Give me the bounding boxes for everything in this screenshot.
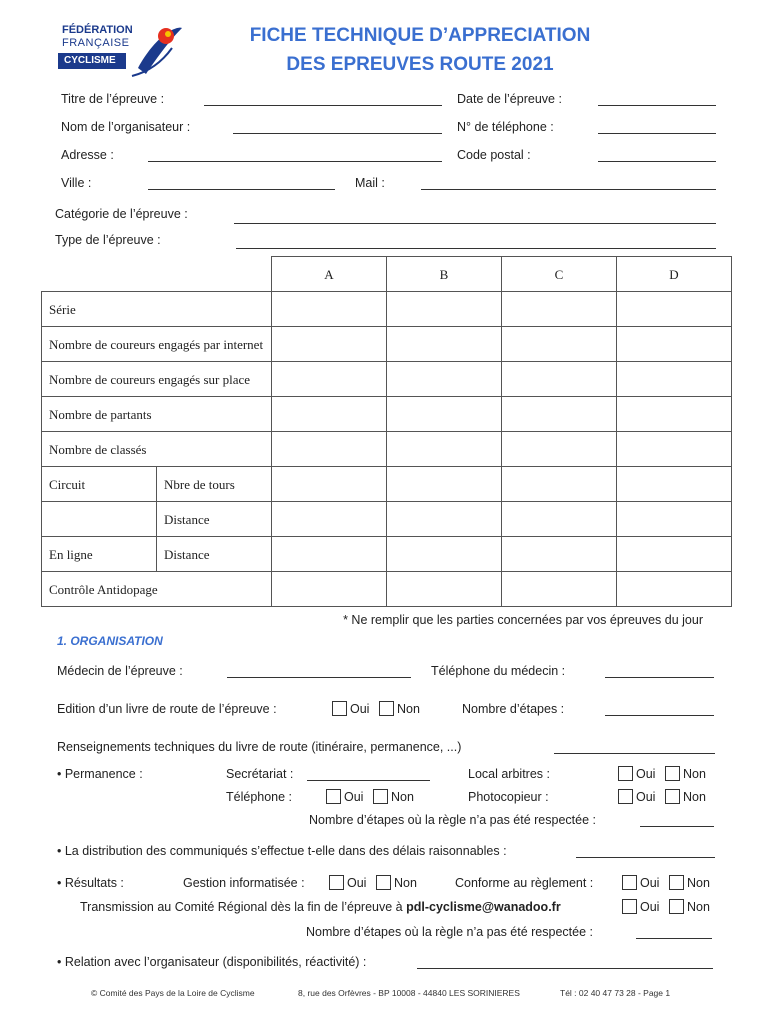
ffc-logo [58,22,184,78]
row-label-classes: Nombre de classés [42,432,272,467]
categorie-label: Catégorie de l’épreuve : [55,207,188,221]
checkbox[interactable] [332,701,347,716]
table-cell[interactable] [272,537,387,572]
checkbox[interactable] [376,875,391,890]
etapes-regle-label-1: Nombre d’étapes où la règle n’a pas été respectée : [309,813,596,827]
table-cell[interactable] [387,572,502,607]
table-cell[interactable] [502,292,617,327]
photocopieur-non-option[interactable]: Non [665,789,706,805]
table-cell[interactable] [387,397,502,432]
checkbox[interactable] [665,766,680,781]
renseignements-field[interactable] [554,753,715,754]
table-cell[interactable] [272,502,387,537]
cyclist-emblem-icon [128,22,184,78]
column-header-c: C [502,257,617,292]
distribution-field[interactable] [576,857,715,858]
secretariat-label: Secrétariat : [226,767,294,781]
table-cell[interactable] [617,292,732,327]
transmission-non-option[interactable]: Non [669,899,710,915]
titre-field[interactable] [204,105,442,106]
table-cell[interactable] [387,502,502,537]
code-postal-label: Code postal : [457,148,531,162]
date-label: Date de l’épreuve : [457,92,562,106]
table-cell[interactable] [502,432,617,467]
contact-email: pdl-cyclisme@wanadoo.fr [406,900,561,914]
race-stats-table [41,256,732,607]
row-label-nbre-tours: Nbre de tours [157,467,272,502]
column-header-b: B [387,257,502,292]
organisateur-label: Nom de l’organisateur : [61,120,191,134]
livre-route-oui-option[interactable]: Oui [332,701,369,717]
medecin-label: Médecin de l’épreuve : [57,664,183,678]
row-label-antidopage: Contrôle Antidopage [42,572,272,607]
table-cell[interactable] [502,327,617,362]
telephone-field[interactable] [598,133,716,134]
photocopieur-label: Photocopieur : [468,790,549,804]
local-arbitres-oui-option[interactable]: Oui [618,766,655,782]
conforme-non-option[interactable]: Non [669,875,710,891]
secretariat-field[interactable] [307,780,430,781]
footer-phone-page: Tél : 02 40 47 73 28 - Page 1 [560,988,671,998]
form-title-line2: DES EPREUVES ROUTE 2021 [286,54,554,75]
table-cell[interactable] [387,537,502,572]
logo-text-line3: CYCLISME [58,53,126,69]
relation-label: • Relation avec l’organisateur (disponibilités, réactivité) : [57,955,367,969]
relation-field[interactable] [417,968,713,969]
table-cell[interactable] [502,502,617,537]
checkbox[interactable] [669,899,684,914]
table-cell[interactable] [272,397,387,432]
conforme-oui-option[interactable]: Oui [622,875,659,891]
telephone-non-option[interactable]: Non [373,789,414,805]
photocopieur-oui-option[interactable]: Oui [618,789,655,805]
logo-text-line1: FÉDÉRATION [62,24,133,36]
checkbox[interactable] [618,766,633,781]
checkbox[interactable] [329,875,344,890]
telephone-label: N° de téléphone : [457,120,554,134]
table-note: * Ne remplir que les parties concernées par vos épreuves du jour [343,613,703,627]
form-title-line1: FICHE TECHNIQUE D’APPRECIATION [249,25,591,46]
table-cell[interactable] [617,467,732,502]
etapes-regle-label-2: Nombre d’étapes où la règle n’a pas été respectée : [306,925,593,939]
table-cell[interactable] [502,537,617,572]
table-cell[interactable] [387,467,502,502]
organisateur-field[interactable] [233,133,442,134]
etapes-regle-field-2[interactable] [636,938,712,939]
row-label-engages-place: Nombre de coureurs engagés sur place [42,362,272,397]
transmission-oui-option[interactable]: Oui [622,899,659,915]
column-header-d: D [617,257,732,292]
table-row [42,362,732,397]
table-cell[interactable] [272,327,387,362]
livre-route-non-option[interactable]: Non [379,701,420,717]
table-cell[interactable] [387,432,502,467]
row-label-circuit: Circuit [42,467,157,502]
conforme-label: Conforme au règlement : [455,876,594,890]
row-label-partants: Nombre de partants [42,397,272,432]
checkbox[interactable] [669,875,684,890]
row-label-en-ligne: En ligne [42,537,157,572]
type-label: Type de l’épreuve : [55,233,161,247]
categorie-field[interactable] [234,223,716,224]
table-cell[interactable] [617,327,732,362]
table-cell[interactable] [617,502,732,537]
nombre-etapes-label: Nombre d’étapes : [462,702,565,716]
checkbox[interactable] [379,701,394,716]
table-cell[interactable] [272,292,387,327]
date-field[interactable] [598,105,716,106]
etapes-regle-field-1[interactable] [640,826,714,827]
table-cell[interactable] [502,362,617,397]
tel-medecin-label: Téléphone du médecin : [431,664,566,678]
table-cell[interactable] [387,362,502,397]
adresse-field[interactable] [148,161,442,162]
code-postal-field[interactable] [598,161,716,162]
table-row [42,572,732,607]
table-cell[interactable] [272,362,387,397]
ville-field[interactable] [148,189,335,190]
gestion-oui-option[interactable]: Oui [329,875,366,891]
table-row [42,292,732,327]
resultats-label: • Résultats : [57,876,124,890]
table-cell[interactable] [272,432,387,467]
table-row [42,467,732,502]
table-cell[interactable] [617,572,732,607]
checkbox[interactable] [373,789,388,804]
tel-medecin-field[interactable] [605,677,714,678]
local-arbitres-non-option[interactable]: Non [665,766,706,782]
mail-field[interactable] [421,189,716,190]
gestion-label: Gestion informatisée : [183,876,305,890]
footer-committee: © Comité des Pays de la Loire de Cyclisme [91,988,255,998]
permanence-label: • Permanence : [57,767,143,781]
type-field[interactable] [236,248,716,249]
table-row [42,537,732,572]
logo-text-line2: FRANÇAISE [62,37,130,49]
table-row [42,432,732,467]
table-cell[interactable] [617,362,732,397]
transmission-label: Transmission au Comité Régional dès la fin de l’épreuve à pdl-cyclisme@wanadoo.fr [80,900,561,914]
table-row [42,327,732,362]
titre-label: Titre de l’épreuve : [61,92,165,106]
livre-route-label: Edition d’un livre de route de l’épreuve : [57,702,277,716]
footer-address: 8, rue des Orfèvres - BP 10008 - 44840 LES SORINIERES [298,988,520,998]
checkbox[interactable] [665,789,680,804]
renseignements-label: Renseignements techniques du livre de route (itinéraire, permanence, ...) [57,740,462,754]
adresse-label: Adresse : [61,148,114,162]
local-arbitres-label: Local arbitres : [468,767,550,781]
table-cell[interactable] [617,432,732,467]
table-cell[interactable] [617,397,732,432]
checkbox[interactable] [622,875,637,890]
table-row [42,502,732,537]
table-cell[interactable] [387,292,502,327]
column-header-a: A [272,257,387,292]
table-cell[interactable] [387,327,502,362]
table-row [42,397,732,432]
section-title-organisation: 1. ORGANISATION [57,634,163,648]
table-cell[interactable] [502,467,617,502]
checkbox[interactable] [618,789,633,804]
distribution-label: • La distribution des communiqués s’effectue t-elle dans des délais raisonnables : [57,844,507,858]
table-header-row [42,257,732,292]
nombre-etapes-field[interactable] [605,715,714,716]
row-label-distance-circuit: Distance [157,502,272,537]
telephone-perm-label: Téléphone : [226,790,293,804]
checkbox[interactable] [326,789,341,804]
checkbox[interactable] [622,899,637,914]
medecin-field[interactable] [227,677,411,678]
mail-label: Mail : [355,176,385,190]
row-label-engages-internet: Nombre de coureurs engagés par internet [42,327,272,362]
table-cell[interactable] [502,397,617,432]
row-label-serie: Série [42,292,272,327]
table-cell[interactable] [272,572,387,607]
table-cell[interactable] [617,537,732,572]
telephone-oui-option[interactable]: Oui [326,789,363,805]
row-label-distance-ligne: Distance [157,537,272,572]
gestion-non-option[interactable]: Non [376,875,417,891]
ville-label: Ville : [61,176,92,190]
table-cell[interactable] [502,572,617,607]
table-cell[interactable] [272,467,387,502]
